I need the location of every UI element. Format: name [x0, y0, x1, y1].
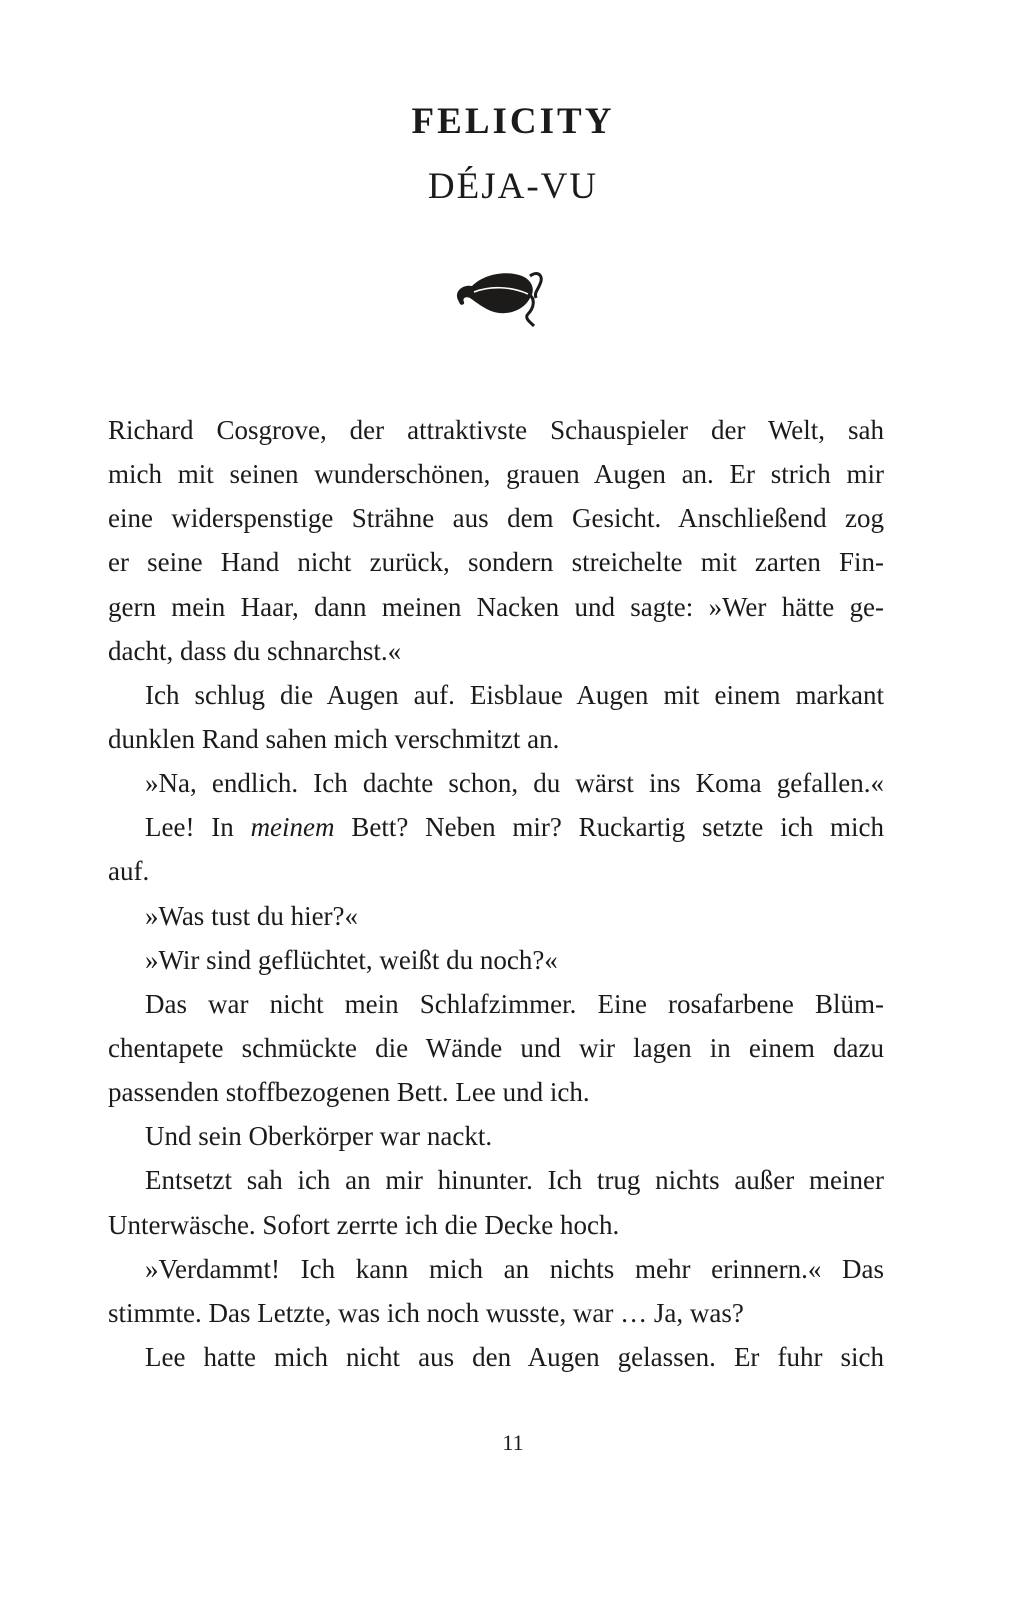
text-line: dunklen Rand sahen mich verschmitzt an. [108, 723, 560, 754]
text-line: »Verdammt! Ich kann mich an nichts mehr erinnern.« Das [145, 1253, 884, 1284]
text-line: eine widerspenstige Strähne aus dem Gesicht. Anschließend zog [108, 503, 884, 534]
text-segment: Lee! In [145, 812, 251, 843]
text-line: dacht, dass du schnarchst.« [108, 635, 402, 666]
leaf-ornament-icon [450, 262, 550, 328]
text-line: er seine Hand nicht zurück, sondern streichelte mit zarten Fin- [108, 547, 884, 578]
text-line: Ich schlug die Augen auf. Eisblaue Augen mit einem markant [145, 679, 884, 710]
text-line: Richard Cosgrove, der attraktivste Schauspieler der Welt, sah [108, 415, 884, 445]
text-line: chentapete schmückte die Wände und wir lagen in einem dazu [108, 1032, 884, 1063]
text-line: »Na, endlich. Ich dachte schon, du wärst ins Koma gefallen.« [145, 768, 884, 799]
text-line [108, 805, 884, 849]
text-line: »Was tust du hier?« [145, 900, 359, 931]
page-number: 11 [502, 1430, 524, 1455]
text-line: auf. [108, 856, 150, 887]
text-line: Und sein Oberkörper war nackt. [145, 1121, 493, 1152]
text-line: passenden stoffbezogenen Bett. Lee und ich. [108, 1077, 590, 1108]
chapter-subtitle: DÉJA-VU [427, 166, 599, 207]
text-line: Lee hatte mich nicht aus den Augen gelassen. Er fuhr sich [145, 1341, 884, 1372]
text-line: mich mit seinen wunderschönen, grauen Augen an. Er strich mir [108, 459, 884, 490]
text-line: Unterwäsche. Sofort zerrte ich die Decke hoch. [108, 1209, 620, 1240]
body-text [108, 408, 884, 1379]
text-line: stimmte. Das Letzte, was ich noch wusste, war … Ja, was? [108, 1297, 744, 1328]
italic-emphasis: meinem [250, 812, 335, 843]
chapter-title: FELICITY [411, 101, 615, 142]
text-line: Entsetzt sah ich an mir hinunter. Ich trug nichts außer meiner [145, 1165, 884, 1196]
text-line: gern mein Haar, dann meinen Nacken und sagte: »Wer hätte ge- [108, 591, 884, 622]
text-line: Das war nicht mein Schlafzimmer. Eine rosafarbene Blüm- [145, 988, 884, 1019]
text-segment: Bett? Neben mir? Ruckartig setzte ich mich [334, 812, 884, 843]
text-line: »Wir sind geflüchtet, weißt du noch?« [145, 944, 558, 975]
